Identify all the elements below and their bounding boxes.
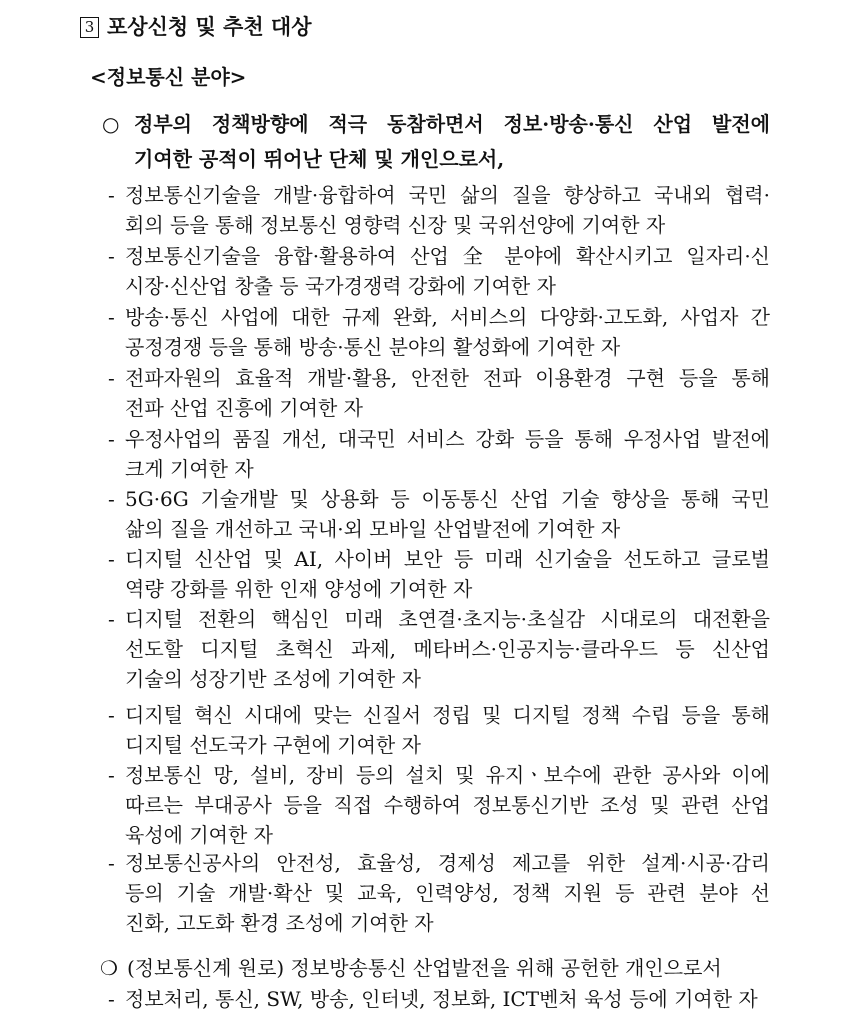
criteria-item-line: 정보통신기술을 개발·융합하여 국민 삶의 질을 향상하고 국내외 협력· bbox=[125, 183, 770, 207]
criteria-item-marker: - bbox=[108, 547, 115, 571]
criteria-item-line: 디지털 혁신 시대에 맞는 신질서 정립 및 디지털 정책 수립 등을 통해 bbox=[125, 703, 770, 727]
section-title: 포상신청 및 추천 대상 bbox=[107, 14, 312, 39]
criteria-item-line: 기술의 성장기반 조성에 기여한 자 bbox=[125, 667, 421, 691]
criteria-item-line: 디지털 신산업 및 AI, 사이버 보안 등 미래 신기술을 선도하고 글로벌 bbox=[125, 547, 770, 571]
criteria-item-line: 디지털 선도국가 구현에 기여한 자 bbox=[125, 733, 421, 757]
intro-line-2: 기여한 공적이 뛰어난 단체 및 개인으로서, bbox=[134, 147, 505, 171]
criteria-item-line: 등의 기술 개발·확산 및 교육, 인력양성, 정책 지원 등 관련 분야 선 bbox=[125, 881, 770, 905]
criteria-item-line: 디지털 전환의 핵심인 미래 초연결·초지능·초실감 시대로의 대전환을 bbox=[125, 607, 770, 631]
criteria-item-line: 정보통신공사의 안전성, 효율성, 경제성 제고를 위한 설계·시공·감리 bbox=[125, 851, 770, 875]
criteria-item-marker: - bbox=[108, 305, 115, 329]
elder-line: (정보통신계 원로) 정보방송통신 산업발전을 위해 공헌한 개인으로서 bbox=[127, 956, 722, 980]
criteria-item-line: 정보통신기술을 융합·활용하여 산업 全 분야에 확산시키고 일자리·신 bbox=[125, 244, 770, 268]
criteria-item-marker: - bbox=[108, 703, 115, 727]
elder-item: 정보처리, 통신, SW, 방송, 인터넷, 정보화, ICT벤처 육성 등에 기여한 자 bbox=[125, 987, 758, 1011]
criteria-item-line: 5G·6G 기술개발 및 상용화 등 이동통신 산업 기술 향상을 통해 국민 bbox=[125, 487, 770, 511]
criteria-item-line: 전파자원의 효율적 개발·활용, 안전한 전파 이용환경 구현 등을 통해 bbox=[125, 366, 770, 390]
criteria-item-line: 크게 기여한 자 bbox=[125, 457, 254, 481]
section-heading bbox=[80, 14, 312, 40]
criteria-item-line: 따르는 부대공사 등을 직접 수행하여 정보통신기반 조성 및 관련 산업 bbox=[125, 793, 770, 817]
subsection-title: <정보통신 분야> bbox=[90, 65, 247, 89]
elder-bullet: ❍ bbox=[100, 956, 118, 980]
criteria-item-marker: - bbox=[108, 427, 115, 451]
criteria-item-marker: - bbox=[108, 851, 115, 875]
criteria-item-marker: - bbox=[108, 244, 115, 268]
criteria-item-line: 공정경쟁 등을 통해 방송·통신 분야의 활성화에 기여한 자 bbox=[125, 335, 621, 359]
criteria-item-line: 삶의 질을 개선하고 국내·외 모바일 산업발전에 기여한 자 bbox=[125, 517, 621, 541]
criteria-item-line: 방송·통신 사업에 대한 규제 완화, 서비스의 다양화·고도화, 사업자 간 bbox=[125, 305, 770, 329]
criteria-item-line: 시장·신산업 창출 등 국가경쟁력 강화에 기여한 자 bbox=[125, 274, 556, 298]
criteria-item-marker: - bbox=[108, 763, 115, 787]
criteria-item-line: 진화, 고도화 환경 조성에 기여한 자 bbox=[125, 911, 434, 935]
section-number-box: 3 bbox=[80, 17, 99, 38]
criteria-item-line: 회의 등을 통해 정보통신 영향력 신장 및 국위선양에 기여한 자 bbox=[125, 213, 666, 237]
criteria-item-marker: - bbox=[108, 183, 115, 207]
intro-bullet: ○ bbox=[102, 112, 120, 136]
intro-line-1: 정부의 정책방향에 적극 동참하면서 정보·방송·통신 산업 발전에 bbox=[134, 112, 770, 136]
criteria-item-line: 정보통신 망, 설비, 장비 등의 설치 및 유지ㆍ보수에 관한 공사와 이에 bbox=[125, 763, 770, 787]
criteria-item-line: 육성에 기여한 자 bbox=[125, 823, 273, 847]
criteria-item-marker: - bbox=[108, 366, 115, 390]
criteria-item-line: 전파 산업 진흥에 기여한 자 bbox=[125, 396, 363, 420]
criteria-item-marker: - bbox=[108, 487, 115, 511]
criteria-item-marker: - bbox=[108, 607, 115, 631]
elder-item-marker: - bbox=[108, 987, 115, 1011]
criteria-item-line: 역량 강화를 위한 인재 양성에 기여한 자 bbox=[125, 577, 473, 601]
criteria-item-line: 우정사업의 품질 개선, 대국민 서비스 강화 등을 통해 우정사업 발전에 bbox=[125, 427, 770, 451]
criteria-item-line: 선도할 디지털 초혁신 과제, 메타버스·인공지능·클라우드 등 신산업 bbox=[125, 637, 770, 661]
